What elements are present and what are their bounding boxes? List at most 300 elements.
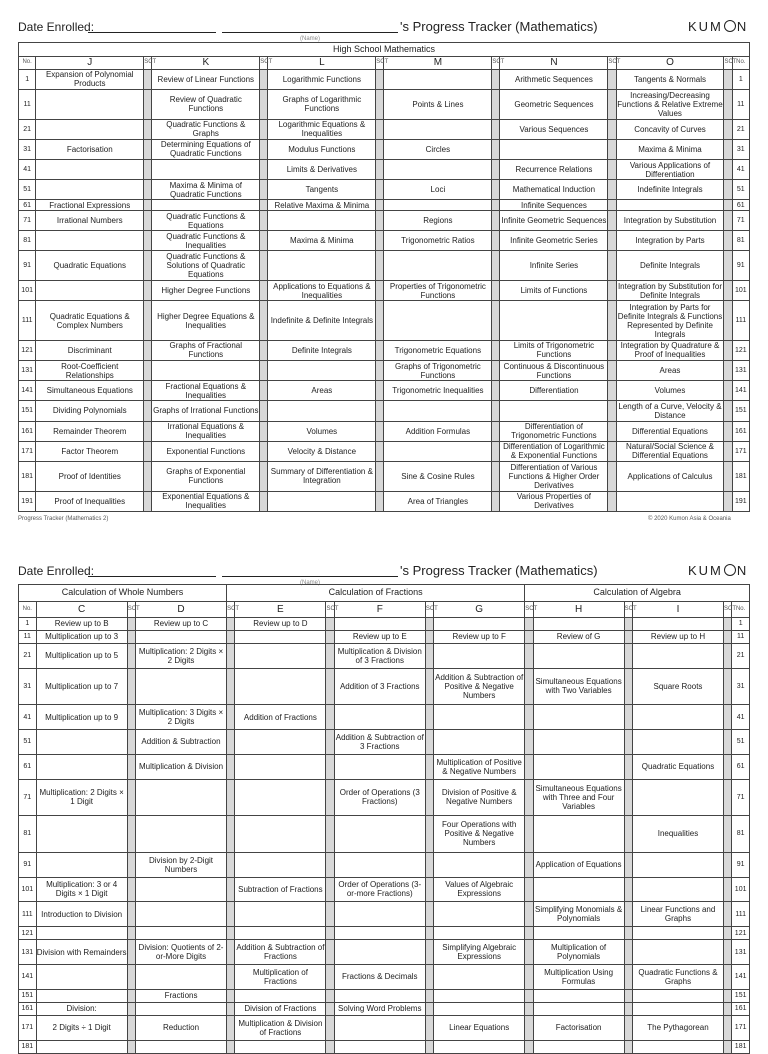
topic-cell: Proof of Inequalities — [36, 491, 144, 511]
sct-cell — [227, 643, 235, 668]
table-row — [19, 617, 750, 630]
table-row — [19, 877, 750, 902]
sct-cell — [227, 989, 235, 1002]
sct-cell — [260, 381, 268, 401]
topic-cell: Infinite Series — [500, 251, 608, 281]
date-enrolled-label: Date Enrolled: — [18, 20, 95, 34]
table-row — [19, 940, 750, 965]
topic-cell: Concavity of Curves — [616, 119, 724, 139]
topic-cell — [384, 200, 492, 211]
topic-cell — [632, 1040, 723, 1053]
topic-cell: Infinite Geometric Sequences — [500, 210, 608, 230]
sct-cell — [127, 643, 135, 668]
table-row — [19, 119, 750, 139]
sct-cell — [144, 251, 152, 281]
topic-cell: Introduction to Division — [36, 902, 127, 927]
sct-cell — [724, 989, 732, 1002]
sct-cell — [492, 210, 500, 230]
sct-cell — [624, 1040, 632, 1053]
row-number: 121 — [19, 340, 36, 360]
sct-cell — [227, 668, 235, 705]
topic-cell: Linear Functions and Graphs — [632, 902, 723, 927]
sct-cell — [260, 421, 268, 441]
level-E-header: E — [235, 601, 326, 617]
sct-cell — [608, 421, 616, 441]
topic-cell — [334, 705, 425, 730]
sct-cell — [144, 281, 152, 301]
sct-cell — [525, 668, 533, 705]
topic-cell — [434, 927, 525, 940]
topic-cell — [36, 816, 127, 853]
sct-cell — [608, 159, 616, 179]
topic-cell — [632, 852, 723, 877]
sct-cell — [525, 940, 533, 965]
level-F-header: F — [334, 601, 425, 617]
header — [0, 14, 768, 42]
sct-cell — [127, 902, 135, 927]
topic-cell: Division: — [36, 1002, 127, 1015]
sct-cell — [724, 381, 732, 401]
row-number: 111 — [19, 902, 37, 927]
topic-cell: Higher Degree Functions — [152, 281, 260, 301]
topic-cell — [135, 1040, 226, 1053]
sct-cell — [127, 989, 135, 1002]
row-number: 131 — [19, 940, 37, 965]
table-row — [19, 301, 750, 340]
topic-cell — [36, 89, 144, 119]
sct-cell — [724, 877, 732, 902]
sct-cell — [376, 139, 384, 159]
topic-cell: Order of Operations (3 Fractions) — [334, 779, 425, 816]
topic-cell: Irrational Equations & Inequalities — [152, 421, 260, 441]
sct-cell — [326, 877, 334, 902]
topic-cell: Application of Equations — [533, 852, 624, 877]
topic-cell — [533, 617, 624, 630]
topic-cell: Review up to E — [334, 630, 425, 643]
topic-cell: Expansion of Polynomial Products — [36, 69, 144, 89]
row-number: 171 — [19, 1016, 37, 1041]
sct-cell — [260, 491, 268, 511]
topic-cell: Graphs of Fractional Functions — [152, 340, 260, 360]
table-row — [19, 927, 750, 940]
table-row — [19, 340, 750, 360]
topic-cell: Review up to C — [135, 617, 226, 630]
sct-cell — [227, 852, 235, 877]
date-enrolled-field[interactable] — [88, 32, 216, 33]
topic-cell: Areas — [268, 381, 376, 401]
student-name-field[interactable] — [222, 32, 398, 33]
row-number: 181 — [732, 1040, 750, 1053]
row-number: 141 — [732, 381, 749, 401]
topic-cell — [434, 1002, 525, 1015]
sct-cell — [525, 643, 533, 668]
topic-cell: Graphs of Exponential Functions — [152, 461, 260, 491]
row-number: 61 — [732, 200, 749, 211]
row-number: 21 — [19, 643, 37, 668]
sct-cell — [724, 729, 732, 754]
topic-cell: Multiplication up to 7 — [36, 668, 127, 705]
sct-cell — [724, 1040, 732, 1053]
topic-cell — [235, 816, 326, 853]
row-number: 191 — [732, 491, 749, 511]
topic-cell: Various Sequences — [500, 119, 608, 139]
name-hint: (Name) — [300, 36, 321, 42]
topic-cell — [632, 989, 723, 1002]
topic-cell — [533, 643, 624, 668]
topic-cell: Quadratic Equations & Complex Numbers — [36, 301, 144, 340]
topic-cell: Volumes — [268, 421, 376, 441]
footer-left: Progress Tracker (Mathematics 2) — [18, 516, 109, 522]
topic-cell: Differential Equations — [616, 421, 724, 441]
sct-cell — [144, 119, 152, 139]
topic-cell — [384, 159, 492, 179]
topic-cell: Discriminant — [36, 340, 144, 360]
sct-cell — [376, 119, 384, 139]
sct-cell — [326, 630, 334, 643]
sct-cell — [227, 779, 235, 816]
table-row — [19, 231, 750, 251]
topic-cell — [533, 877, 624, 902]
row-number: 151 — [732, 989, 750, 1002]
topic-cell — [36, 180, 144, 200]
sct-cell — [608, 139, 616, 159]
topic-cell: Subtraction of Fractions — [235, 877, 326, 902]
sct-cell — [724, 630, 732, 643]
sct-cell — [525, 989, 533, 1002]
section-fractions: Calculation of Fractions — [227, 585, 525, 602]
bottom-tracker — [0, 546, 768, 1051]
sct-cell — [127, 940, 135, 965]
row-number: 81 — [732, 816, 750, 853]
topic-cell: Limits of Trigonometric Functions — [500, 340, 608, 360]
sct-cell — [525, 1016, 533, 1041]
topic-cell — [632, 643, 723, 668]
topic-cell: Multiplication up to 9 — [36, 705, 127, 730]
topic-cell: Multiplication & Division of Fractions — [235, 1016, 326, 1041]
sct-header: SCT — [326, 601, 334, 617]
row-number: 111 — [732, 301, 749, 340]
topic-cell: Division of Positive & Negative Numbers — [434, 779, 525, 816]
row-number: 101 — [19, 281, 36, 301]
sct-header: SCT — [724, 56, 732, 69]
table-row — [19, 461, 750, 491]
topic-cell — [632, 877, 723, 902]
topic-cell — [135, 779, 226, 816]
topic-cell: 2 Digits ÷ 1 Digit — [36, 1016, 127, 1041]
sct-cell — [376, 281, 384, 301]
topic-cell: Differentiation — [500, 381, 608, 401]
sct-cell — [624, 989, 632, 1002]
row-number: 121 — [732, 340, 749, 360]
sct-cell — [260, 180, 268, 200]
topic-cell — [500, 139, 608, 159]
sct-cell — [326, 989, 334, 1002]
row-number: 31 — [19, 139, 36, 159]
sct-cell — [525, 877, 533, 902]
topic-cell — [616, 491, 724, 511]
topic-cell: Graphs of Trigonometric Functions — [384, 360, 492, 380]
topic-cell — [334, 816, 425, 853]
primary-table — [18, 584, 750, 1054]
topic-cell: Logarithmic Equations & Inequalities — [268, 119, 376, 139]
footer-right: © 2020 Kumon Asia & Oceania — [648, 516, 731, 522]
sct-cell — [260, 281, 268, 301]
topic-cell: Logarithmic Functions — [268, 69, 376, 89]
topic-cell: Addition & Subtraction of 3 Fractions — [334, 729, 425, 754]
sct-cell — [608, 251, 616, 281]
topic-cell — [235, 927, 326, 940]
topic-cell — [268, 210, 376, 230]
sct-cell — [144, 421, 152, 441]
no-header: No. — [19, 56, 36, 69]
row-number: 191 — [19, 491, 36, 511]
topic-cell: Values of Algebraic Expressions — [434, 877, 525, 902]
sct-header: SCT — [425, 601, 433, 617]
row-number: 61 — [19, 200, 36, 211]
level-G-header: G — [434, 601, 525, 617]
row-number: 121 — [19, 927, 37, 940]
sct-cell — [227, 754, 235, 779]
table-row — [19, 643, 750, 668]
sct-cell — [492, 231, 500, 251]
topic-cell — [434, 705, 525, 730]
sct-cell — [492, 251, 500, 281]
sct-cell — [608, 89, 616, 119]
sct-cell — [608, 491, 616, 511]
sct-cell — [376, 360, 384, 380]
sct-cell — [425, 877, 433, 902]
sct-cell — [492, 89, 500, 119]
sct-cell — [724, 231, 732, 251]
topic-cell — [36, 927, 127, 940]
topic-cell: Dividing Polynomials — [36, 401, 144, 421]
sct-cell — [127, 927, 135, 940]
topic-cell: Regions — [384, 210, 492, 230]
table-row — [19, 1002, 750, 1015]
topic-cell — [334, 754, 425, 779]
topic-cell: Velocity & Distance — [268, 441, 376, 461]
topic-cell — [268, 360, 376, 380]
topic-cell — [334, 617, 425, 630]
topic-cell: Review up to F — [434, 630, 525, 643]
sct-cell — [127, 816, 135, 853]
sct-cell — [724, 1016, 732, 1041]
sct-cell — [227, 877, 235, 902]
topic-cell — [334, 902, 425, 927]
student-name-field-2[interactable] — [222, 576, 398, 577]
level-N-header: N — [500, 56, 608, 69]
level-O-header: O — [616, 56, 724, 69]
sct-cell — [144, 441, 152, 461]
sct-cell — [260, 301, 268, 340]
no-header: No. — [19, 601, 37, 617]
sct-cell — [724, 139, 732, 159]
sct-cell — [525, 705, 533, 730]
row-number: 41 — [19, 705, 37, 730]
topic-cell — [36, 754, 127, 779]
topic-cell — [334, 1040, 425, 1053]
sct-cell — [724, 200, 732, 211]
sct-cell — [144, 340, 152, 360]
date-enrolled-label-2: Date Enrolled: — [18, 564, 95, 578]
topic-cell: Review up to H — [632, 630, 723, 643]
table-row — [19, 251, 750, 281]
row-number: 81 — [732, 231, 749, 251]
sct-header: SCT — [376, 56, 384, 69]
topic-cell: Quadratic Functions & Equations — [152, 210, 260, 230]
sct-cell — [724, 340, 732, 360]
high-school-table — [18, 42, 750, 512]
sct-cell — [525, 779, 533, 816]
topic-cell — [235, 902, 326, 927]
sct-cell — [127, 965, 135, 990]
level-K-header: K — [152, 56, 260, 69]
sct-cell — [144, 381, 152, 401]
sct-cell — [326, 902, 334, 927]
topic-cell — [533, 705, 624, 730]
row-number: 101 — [732, 281, 749, 301]
sct-cell — [260, 119, 268, 139]
sct-cell — [492, 421, 500, 441]
sct-cell — [144, 69, 152, 89]
sct-cell — [608, 281, 616, 301]
sct-cell — [227, 927, 235, 940]
topic-cell — [434, 965, 525, 990]
row-number: 91 — [19, 852, 37, 877]
sct-cell — [376, 461, 384, 491]
sct-cell — [525, 729, 533, 754]
sct-cell — [492, 491, 500, 511]
topic-cell — [533, 816, 624, 853]
row-number: 1 — [732, 69, 749, 89]
row-number: 151 — [19, 989, 37, 1002]
sct-cell — [608, 180, 616, 200]
row-number: 101 — [19, 877, 37, 902]
topic-cell: Square Roots — [632, 668, 723, 705]
topic-cell: Fractions & Decimals — [334, 965, 425, 990]
sct-cell — [227, 965, 235, 990]
topic-cell — [235, 754, 326, 779]
sct-cell — [425, 754, 433, 779]
sct-cell — [724, 668, 732, 705]
sct-cell — [724, 251, 732, 281]
topic-cell: Volumes — [616, 381, 724, 401]
sct-cell — [127, 1016, 135, 1041]
row-number: 181 — [19, 1040, 37, 1053]
topic-cell: Differentiation of Trigonometric Functions — [500, 421, 608, 441]
topic-cell: Determining Equations of Quadratic Functions — [152, 139, 260, 159]
sct-cell — [227, 630, 235, 643]
topic-cell: Trigonometric Ratios — [384, 231, 492, 251]
row-number: 51 — [19, 180, 36, 200]
topic-cell: Indefinite & Definite Integrals — [268, 301, 376, 340]
date-enrolled-field-2[interactable] — [88, 576, 216, 577]
sct-cell — [624, 705, 632, 730]
sct-cell — [326, 729, 334, 754]
topic-cell — [152, 200, 260, 211]
topic-cell — [384, 441, 492, 461]
sct-cell — [492, 360, 500, 380]
sct-cell — [127, 852, 135, 877]
sct-cell — [260, 401, 268, 421]
sct-cell — [326, 617, 334, 630]
topic-cell — [135, 902, 226, 927]
row-number: 51 — [19, 729, 37, 754]
sct-cell — [127, 617, 135, 630]
topic-cell: Higher Degree Equations & Inequalities — [152, 301, 260, 340]
topic-cell — [36, 281, 144, 301]
sct-cell — [425, 902, 433, 927]
sct-cell — [624, 668, 632, 705]
kumon-logo-circle — [724, 20, 736, 32]
table-row — [19, 139, 750, 159]
sct-cell — [326, 779, 334, 816]
topic-cell: Circles — [384, 139, 492, 159]
topic-cell: Mathematical Induction — [500, 180, 608, 200]
row-number: 31 — [732, 139, 749, 159]
topic-cell: Linear Equations — [434, 1016, 525, 1041]
topic-cell — [384, 301, 492, 340]
sct-cell — [608, 210, 616, 230]
sct-cell — [525, 630, 533, 643]
topic-cell — [152, 360, 260, 380]
sct-cell — [227, 816, 235, 853]
topic-cell: Various Properties of Derivatives — [500, 491, 608, 511]
sct-cell — [492, 119, 500, 139]
sct-cell — [624, 965, 632, 990]
sct-cell — [227, 1016, 235, 1041]
sct-cell — [425, 940, 433, 965]
sct-cell — [326, 643, 334, 668]
sct-cell — [376, 251, 384, 281]
sct-cell — [608, 119, 616, 139]
topic-cell: Exponential Equations & Inequalities — [152, 491, 260, 511]
sct-cell — [624, 852, 632, 877]
sct-cell — [724, 754, 732, 779]
row-number: 171 — [732, 1016, 750, 1041]
topic-cell: Area of Triangles — [384, 491, 492, 511]
topic-cell: Division by 2-Digit Numbers — [135, 852, 226, 877]
topic-cell: Differentiation of Various Functions & Higher Order Derivatives — [500, 461, 608, 491]
sct-cell — [260, 200, 268, 211]
sct-cell — [227, 902, 235, 927]
topic-cell: Simultaneous Equations with Two Variables — [533, 668, 624, 705]
topic-cell: Simplifying Algebraic Expressions — [434, 940, 525, 965]
topic-cell: Definite Integrals — [268, 340, 376, 360]
table-row — [19, 401, 750, 421]
sct-cell — [425, 643, 433, 668]
topic-cell: Review up to D — [235, 617, 326, 630]
topic-cell — [533, 1002, 624, 1015]
sct-cell — [260, 340, 268, 360]
topic-cell — [434, 1040, 525, 1053]
sct-cell — [525, 927, 533, 940]
topic-cell — [36, 119, 144, 139]
sct-cell — [260, 360, 268, 380]
table-row — [19, 754, 750, 779]
sct-cell — [724, 461, 732, 491]
topic-cell — [268, 401, 376, 421]
sct-cell — [724, 301, 732, 340]
topic-cell: Addition Formulas — [384, 421, 492, 441]
sct-cell — [608, 231, 616, 251]
sct-cell — [724, 779, 732, 816]
level-D-header: D — [135, 601, 226, 617]
sct-cell — [127, 729, 135, 754]
sct-cell — [326, 1040, 334, 1053]
topic-cell — [36, 852, 127, 877]
sct-cell — [624, 617, 632, 630]
